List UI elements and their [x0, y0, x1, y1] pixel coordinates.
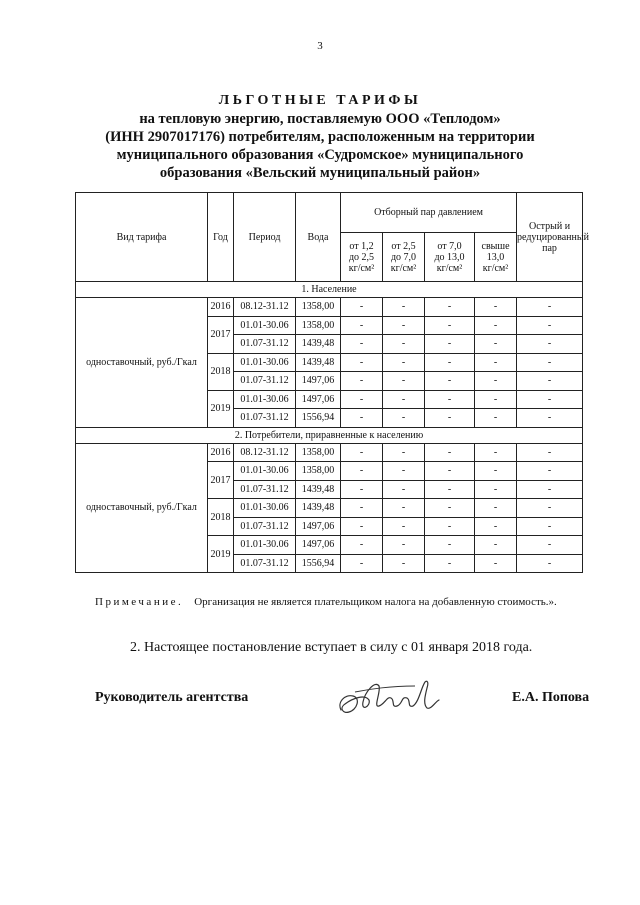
signatory-name: Е.А. Попова [512, 690, 590, 705]
s1-cell: - [341, 480, 383, 499]
s1-cell: - [341, 462, 383, 481]
s2-cell: - [383, 316, 425, 335]
note-label: Примечание. [95, 596, 184, 608]
header-sharp-line: пар [542, 242, 557, 254]
s1-cell: - [341, 443, 383, 462]
year-cell: 2019 [208, 390, 234, 427]
water-cell: 1358,00 [296, 443, 341, 462]
s1-cell: - [341, 390, 383, 409]
period-cell: 01.07-31.12 [234, 335, 296, 354]
s1-cell: - [341, 409, 383, 428]
year-cell: 2019 [208, 536, 234, 573]
page-number: 3 [317, 40, 323, 52]
year-cell: 2018 [208, 499, 234, 536]
s4-cell: - [475, 554, 517, 573]
water-cell: 1358,00 [296, 462, 341, 481]
s3-cell: - [425, 554, 475, 573]
period-cell: 01.07-31.12 [234, 554, 296, 573]
water-cell: 1556,94 [296, 409, 341, 428]
s4-cell: - [475, 480, 517, 499]
s2-cell: - [383, 462, 425, 481]
period-cell: 01.07-31.12 [234, 480, 296, 499]
period-cell: 01.07-31.12 [234, 517, 296, 536]
signatory-position: Руководитель агентства [95, 690, 249, 705]
s1-cell: - [341, 499, 383, 518]
s2-cell: - [383, 517, 425, 536]
header-steam-col: от 2,5 до 7,0 кг/см² [383, 233, 425, 282]
s4-cell: - [475, 499, 517, 518]
title-line: (ИНН 2907017176) потребителям, расположенным на территории [105, 129, 535, 145]
sharp-cell: - [517, 353, 583, 372]
s3-cell: - [425, 517, 475, 536]
water-cell: 1556,94 [296, 554, 341, 573]
s2-cell: - [383, 353, 425, 372]
sharp-cell: - [517, 390, 583, 409]
s2-cell: - [383, 335, 425, 354]
year-cell: 2017 [208, 316, 234, 353]
s2-cell: - [383, 480, 425, 499]
s4-cell: - [475, 316, 517, 335]
s1-cell: - [341, 335, 383, 354]
sharp-cell: - [517, 316, 583, 335]
header-year: Год [208, 193, 234, 282]
period-cell: 01.01-30.06 [234, 462, 296, 481]
header-sharp-steam [517, 193, 589, 282]
sharp-cell: - [517, 372, 583, 391]
period-cell: 01.01-30.06 [234, 499, 296, 518]
period-cell: 08.12-31.12 [234, 298, 296, 317]
period-cell: 01.07-31.12 [234, 372, 296, 391]
header-steam-col: свыше 13,0 кг/см² [475, 233, 517, 282]
s2-cell: - [383, 443, 425, 462]
header-steam-col: от 7,0 до 13,0 кг/см² [425, 233, 475, 282]
note-text: Организация не является плательщиком налога на добавленную стоимость.». [194, 596, 557, 608]
sharp-cell: - [517, 499, 583, 518]
water-cell: 1358,00 [296, 316, 341, 335]
period-cell: 01.01-30.06 [234, 353, 296, 372]
s3-cell: - [425, 462, 475, 481]
s3-cell: - [425, 409, 475, 428]
s1-cell: - [341, 554, 383, 573]
section-title: 2. Потребители, приравненные к населению [76, 427, 583, 443]
table-row [76, 443, 583, 462]
year-cell: 2017 [208, 462, 234, 499]
handwritten-signature [335, 672, 445, 722]
water-cell: 1439,48 [296, 480, 341, 499]
s3-cell: - [425, 443, 475, 462]
period-cell: 01.07-31.12 [234, 409, 296, 428]
s1-cell: - [341, 372, 383, 391]
s2-cell: - [383, 390, 425, 409]
sharp-cell: - [517, 443, 583, 462]
header-steam-col: от 1,2 до 2,5 кг/см² [341, 233, 383, 282]
sharp-cell: - [517, 517, 583, 536]
period-cell: 08.12-31.12 [234, 443, 296, 462]
year-cell: 2016 [208, 443, 234, 462]
period-cell: 01.01-30.06 [234, 390, 296, 409]
s4-cell: - [475, 298, 517, 317]
s4-cell: - [475, 409, 517, 428]
s4-cell: - [475, 353, 517, 372]
s3-cell: - [425, 316, 475, 335]
sharp-cell: - [517, 554, 583, 573]
s3-cell: - [425, 335, 475, 354]
s4-cell: - [475, 335, 517, 354]
s2-cell: - [383, 499, 425, 518]
s3-cell: - [425, 480, 475, 499]
header-tariff-type: Вид тарифа [76, 193, 208, 282]
table-row [76, 298, 583, 317]
title-line: ЛЬГОТНЫЕ ТАРИФЫ [218, 93, 422, 108]
period-cell: 01.01-30.06 [234, 536, 296, 555]
sharp-cell: - [517, 480, 583, 499]
s4-cell: - [475, 517, 517, 536]
title-line: образования «Вельский муниципальный район» [159, 165, 481, 181]
effective-date-paragraph: 2. Настоящее постановление вступает в силу с 01 января 2018 года. [130, 640, 533, 655]
water-cell: 1439,48 [296, 335, 341, 354]
sharp-cell: - [517, 536, 583, 555]
sharp-cell: - [517, 409, 583, 428]
sharp-cell: - [517, 462, 583, 481]
title-line: на тепловую энергию, поставляемую ООО «Теплодом» [139, 111, 501, 127]
s3-cell: - [425, 298, 475, 317]
s4-cell: - [475, 390, 517, 409]
water-cell: 1497,06 [296, 536, 341, 555]
s3-cell: - [425, 372, 475, 391]
s4-cell: - [475, 372, 517, 391]
s2-cell: - [383, 372, 425, 391]
water-cell: 1497,06 [296, 517, 341, 536]
header-water: Вода [296, 193, 341, 282]
sharp-cell: - [517, 335, 583, 354]
note [95, 595, 591, 609]
s2-cell: - [383, 409, 425, 428]
sharp-cell: - [517, 298, 583, 317]
water-cell: 1497,06 [296, 390, 341, 409]
section-title: 1. Население [76, 282, 583, 298]
s3-cell: - [425, 390, 475, 409]
s1-cell: - [341, 517, 383, 536]
period-cell: 01.01-30.06 [234, 316, 296, 335]
water-cell: 1358,00 [296, 298, 341, 317]
s3-cell: - [425, 499, 475, 518]
s1-cell: - [341, 353, 383, 372]
s1-cell: - [341, 536, 383, 555]
header-period: Период [234, 193, 296, 282]
year-cell: 2016 [208, 298, 234, 317]
water-cell: 1497,06 [296, 372, 341, 391]
s2-cell: - [383, 298, 425, 317]
s2-cell: - [383, 554, 425, 573]
tariff-type-cell: одноставочный, руб./Гкал [76, 298, 208, 428]
tariff-table [75, 192, 589, 573]
s3-cell: - [425, 353, 475, 372]
s3-cell: - [425, 536, 475, 555]
header-steam-group: Отборный пар давлением [341, 193, 517, 233]
s4-cell: - [475, 462, 517, 481]
water-cell: 1439,48 [296, 499, 341, 518]
header-sharp-line: Острый и [528, 220, 571, 232]
s4-cell: - [475, 443, 517, 462]
tariff-type-cell: одноставочный, руб./Гкал [76, 443, 208, 573]
s4-cell: - [475, 536, 517, 555]
s2-cell: - [383, 536, 425, 555]
s1-cell: - [341, 298, 383, 317]
title-line: муниципального образования «Судромское» муниципального [116, 147, 524, 163]
year-cell: 2018 [208, 353, 234, 390]
water-cell: 1439,48 [296, 353, 341, 372]
s1-cell: - [341, 316, 383, 335]
document-title [80, 92, 560, 182]
header-sharp-line: редуцированный [517, 231, 589, 243]
